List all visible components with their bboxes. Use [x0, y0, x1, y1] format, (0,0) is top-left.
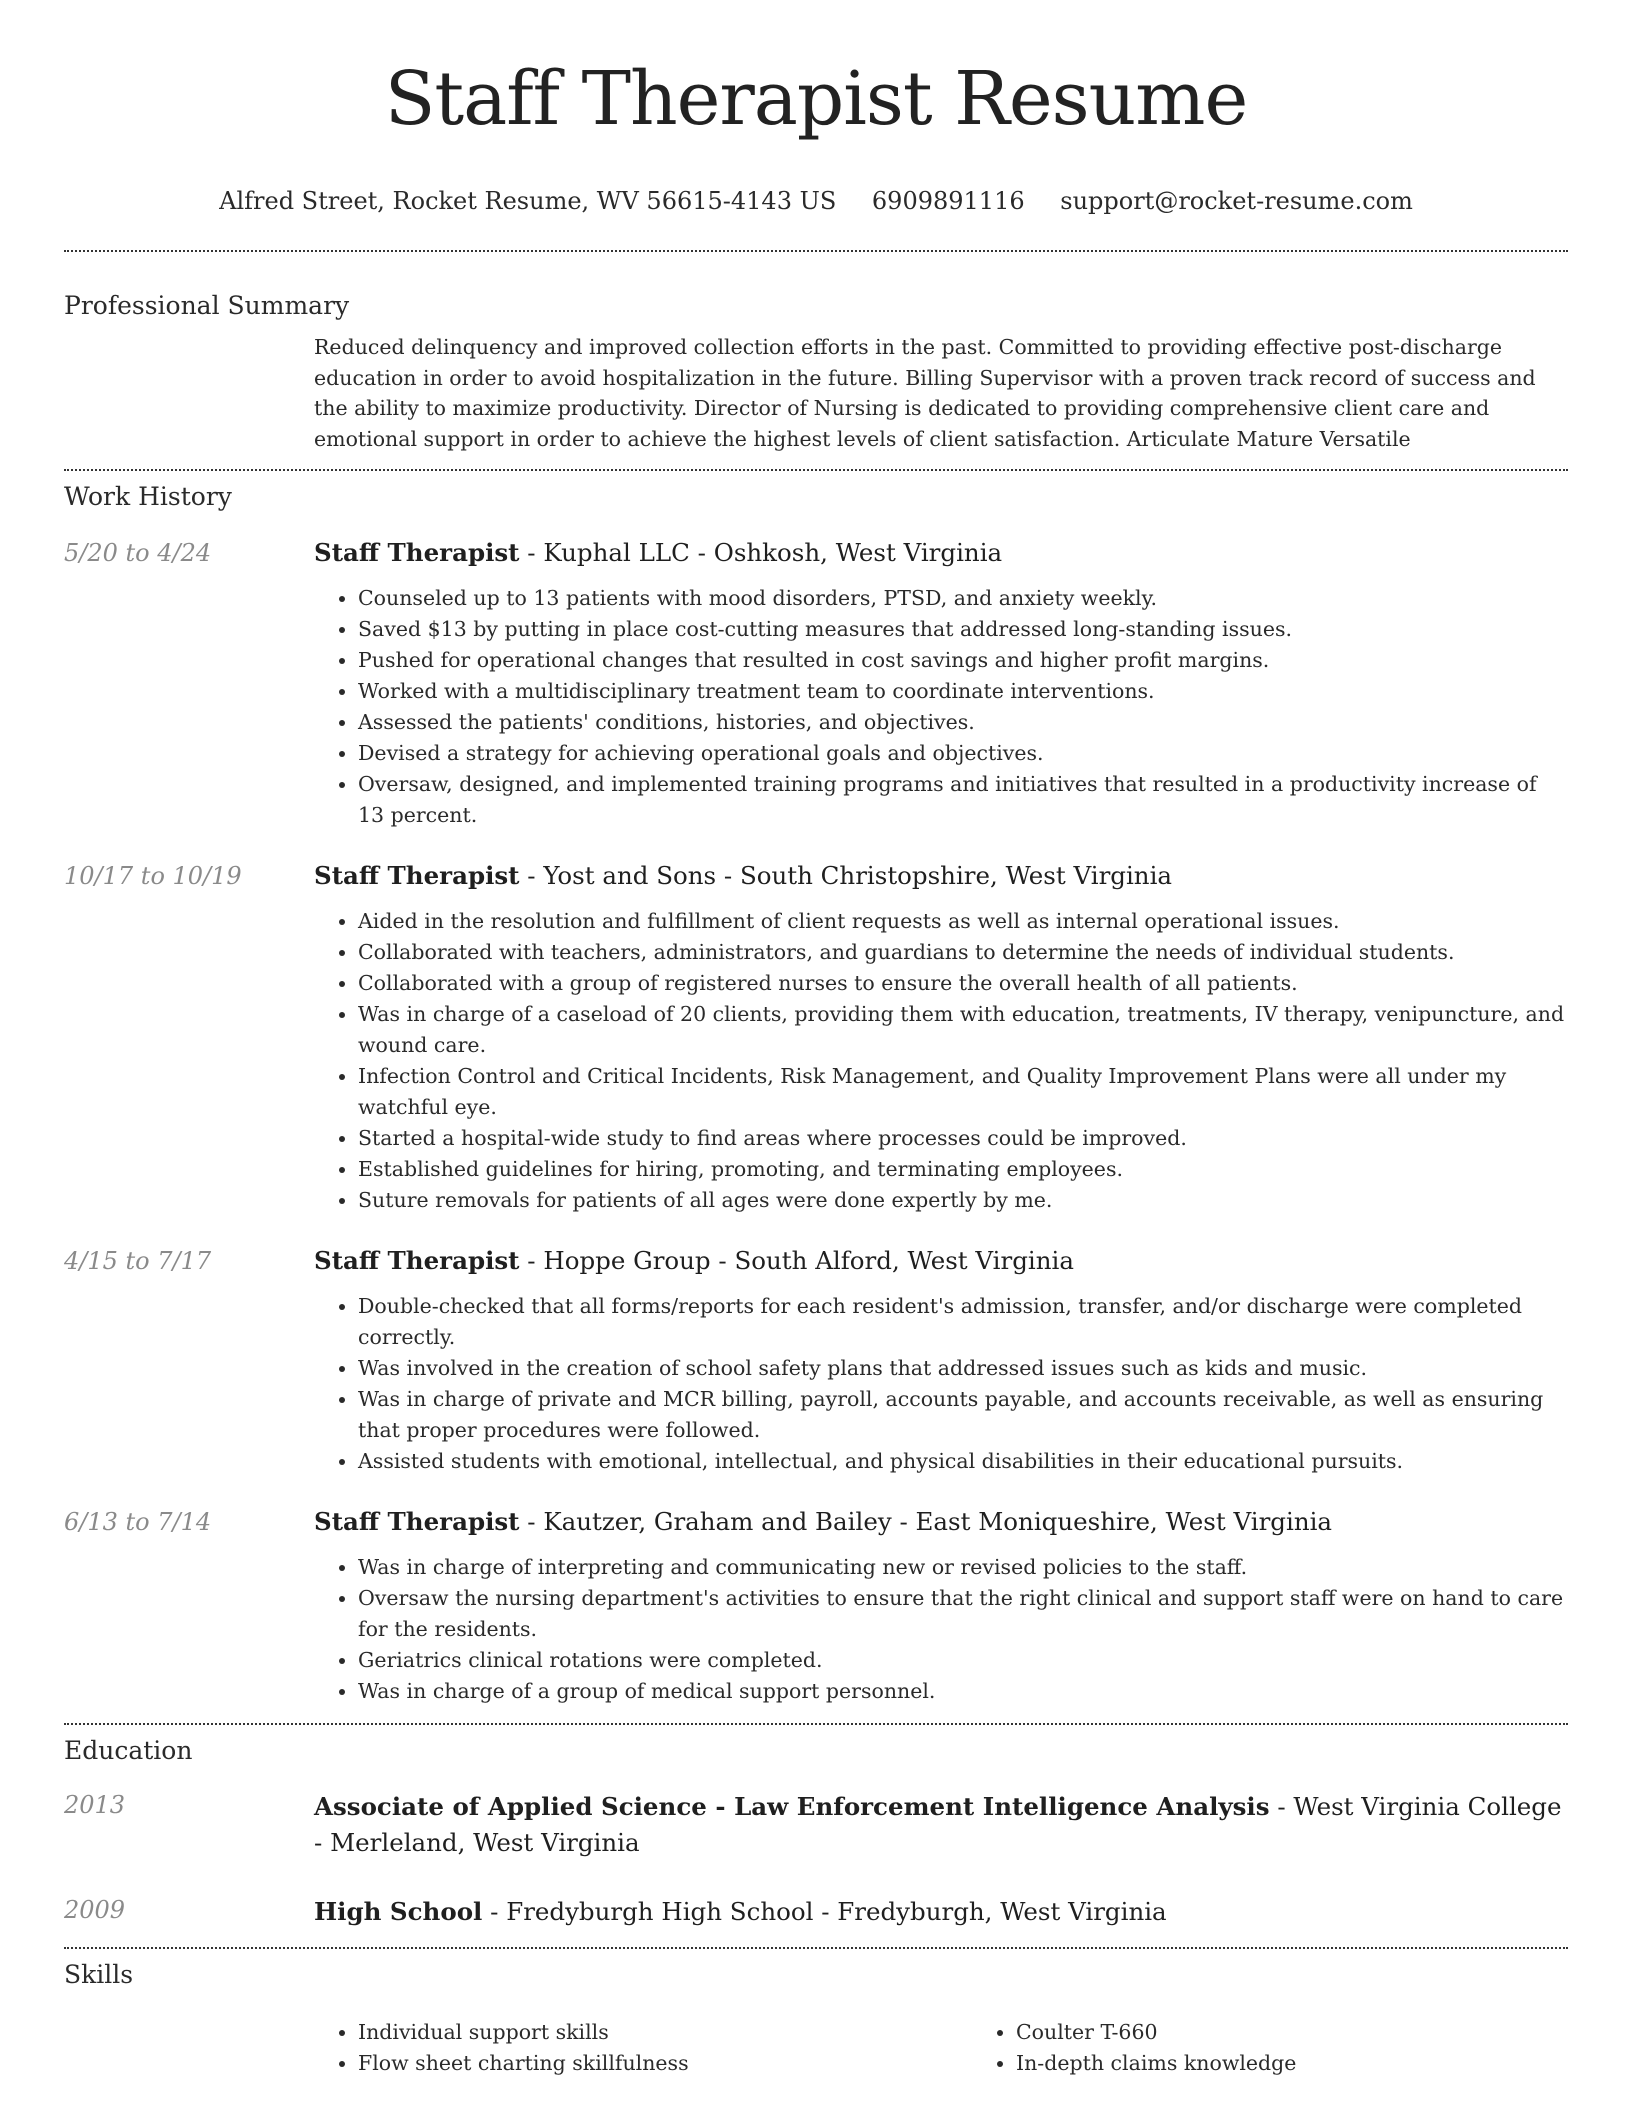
job-bullet: • Geriatrics clinical rotations were completed.: [358, 1645, 1568, 1676]
job-entry: [64, 537, 1568, 831]
job-dates: 5/20 to 4/24: [64, 539, 212, 567]
job-bullet: • Double-checked that all forms/reports for each resident's admission, transfer, and/or discharge were completed correctly.: [358, 1291, 1568, 1353]
skills-columns: [314, 2017, 1630, 2079]
resume-page: [64, 0, 1568, 2079]
education-year: 2009: [64, 1896, 126, 1924]
job-bullet: • Was in charge of interpreting and communicating new or revised policies to the staff.: [358, 1552, 1568, 1583]
divider: [64, 1947, 1568, 1949]
job-bullet: • Was in charge of a group of medical support personnel.: [358, 1676, 1568, 1707]
summary-text: Reduced delinquency and improved collection efforts in the past. Committed to providing effective post-discharge education in order to avoid hospitalization in the future. Billing Supervisor with a proven track record of success and the ability to maximize productivity. Director of Nursing is dedicated to providing comprehensive client care and emotional support in order to achieve the highest levels of client satisfaction. Articulate Mature Versatile: [314, 335, 1536, 451]
skill-item: • Coulter T-660: [1016, 2017, 1630, 2048]
job-bullet: • Established guidelines for hiring, promoting, and terminating employees.: [358, 1154, 1568, 1185]
job-role: Staff Therapist: [314, 861, 520, 890]
job-bullet: • Oversaw the nursing department's activities to ensure that the right clinical and support staff were on hand to care for the residents.: [358, 1583, 1568, 1645]
job-role: Staff Therapist: [314, 1507, 520, 1536]
job-employer: - Kautzer, Graham and Bailey - East Moniqueshire, West Virginia: [519, 1507, 1333, 1536]
job-bullet: • Infection Control and Critical Incidents, Risk Management, and Quality Improvement Plans were all under my watchful eye.: [358, 1061, 1568, 1123]
job-bullet: • Was involved in the creation of school safety plans that addressed issues such as kids and music.: [358, 1353, 1568, 1384]
section-heading-education: Education: [64, 1736, 193, 1765]
job-bullet: • Was in charge of a caseload of 20 clients, providing them with education, treatments, IV therapy, venipuncture, and wound care.: [358, 999, 1568, 1061]
skill-item: • In-depth claims knowledge: [1016, 2048, 1630, 2079]
job-employer: - Yost and Sons - South Christopshire, West Virginia: [519, 861, 1173, 890]
job-bullet: • Was in charge of private and MCR billing, payroll, accounts payable, and accounts receivable, as well as ensuring that proper procedures were followed.: [358, 1384, 1568, 1446]
section-heading-work: Work History: [64, 482, 232, 511]
skill-item: • Individual support skills: [358, 2017, 972, 2048]
job-bullets: [314, 1291, 1568, 1477]
job-bullet: • Worked with a multidisciplinary treatment team to coordinate interventions.: [358, 676, 1568, 707]
skills-row: [64, 2017, 1568, 2079]
education-degree: High School: [314, 1897, 483, 1926]
job-bullet: • Pushed for operational changes that resulted in cost savings and higher profit margins.: [358, 645, 1568, 676]
job-bullet: • Started a hospital-wide study to find areas where processes could be improved.: [358, 1123, 1568, 1154]
job-title: [314, 537, 1568, 569]
job-bullet: • Aided in the resolution and fulfillment of client requests as well as internal operational issues.: [358, 906, 1568, 937]
job-title: [314, 860, 1568, 892]
job-bullet: • Saved $13 by putting in place cost-cutting measures that addressed long-standing issues.: [358, 614, 1568, 645]
education-degree: Associate of Applied Science - Law Enforcement Intelligence Analysis: [314, 1792, 1270, 1821]
job-bullets: [314, 906, 1568, 1216]
job-dates: 6/13 to 7/14: [64, 1508, 212, 1536]
job-bullet: • Collaborated with teachers, administrators, and guardians to determine the needs of individual students.: [358, 937, 1568, 968]
divider: [64, 250, 1568, 252]
job-entry: [64, 1506, 1568, 1707]
skills-list: [972, 2017, 1630, 2079]
education-school: - Fredyburgh High School - Fredyburgh, West Virginia: [482, 1897, 1167, 1926]
job-role: Staff Therapist: [314, 1246, 520, 1275]
job-entry: [64, 1245, 1568, 1477]
job-employer: - Hoppe Group - South Alford, West Virginia: [519, 1246, 1074, 1275]
skills-list: [314, 2017, 972, 2079]
job-bullets: [314, 583, 1568, 831]
summary-row: [64, 332, 1568, 454]
job-role: Staff Therapist: [314, 538, 520, 567]
job-bullet: • Assisted students with emotional, intellectual, and physical disabilities in their educational pursuits.: [358, 1446, 1568, 1477]
job-dates: 4/15 to 7/17: [64, 1247, 212, 1275]
job-dates: 10/17 to 10/19: [64, 862, 242, 890]
divider: [64, 1723, 1568, 1725]
section-heading-skills: Skills: [64, 1960, 134, 1989]
job-bullet: • Devised a strategy for achieving operational goals and objectives.: [358, 738, 1568, 769]
education-title: [314, 1789, 1568, 1861]
job-bullet: • Oversaw, designed, and implemented training programs and initiatives that resulted in a productivity increase of 13 percent.: [358, 769, 1568, 831]
divider: [64, 469, 1568, 471]
resume-title: Staff Therapist Resume: [384, 56, 1248, 142]
section-heading-summary: Professional Summary: [64, 291, 350, 320]
education-title: [314, 1894, 1568, 1930]
contact-phone: 6909891116: [871, 187, 1025, 215]
education-year: 2013: [64, 1791, 126, 1819]
education-entry: [64, 1789, 1568, 1861]
job-bullet: • Counseled up to 13 patients with mood disorders, PTSD, and anxiety weekly.: [358, 583, 1568, 614]
job-bullet: • Assessed the patients' conditions, histories, and objectives.: [358, 707, 1568, 738]
job-employer: - Kuphal LLC - Oshkosh, West Virginia: [519, 538, 1003, 567]
education-school: - West Virginia College - Merleland, West Virginia: [314, 1792, 1562, 1857]
skill-item: • Flow sheet charting skillfulness: [358, 2048, 972, 2079]
contact-email[interactable]: support@rocket-resume.com: [1060, 187, 1413, 215]
contact-address: Alfred Street, Rocket Resume, WV 56615-4143 US: [219, 187, 837, 215]
job-bullets: [314, 1552, 1568, 1707]
job-entry: [64, 860, 1568, 1216]
contact-line: [64, 186, 1568, 216]
job-bullet: • Suture removals for patients of all ages were done expertly by me.: [358, 1185, 1568, 1216]
job-title: [314, 1245, 1568, 1277]
job-bullet: • Collaborated with a group of registered nurses to ensure the overall health of all patients.: [358, 968, 1568, 999]
job-title: [314, 1506, 1568, 1538]
education-entry: [64, 1894, 1568, 1930]
